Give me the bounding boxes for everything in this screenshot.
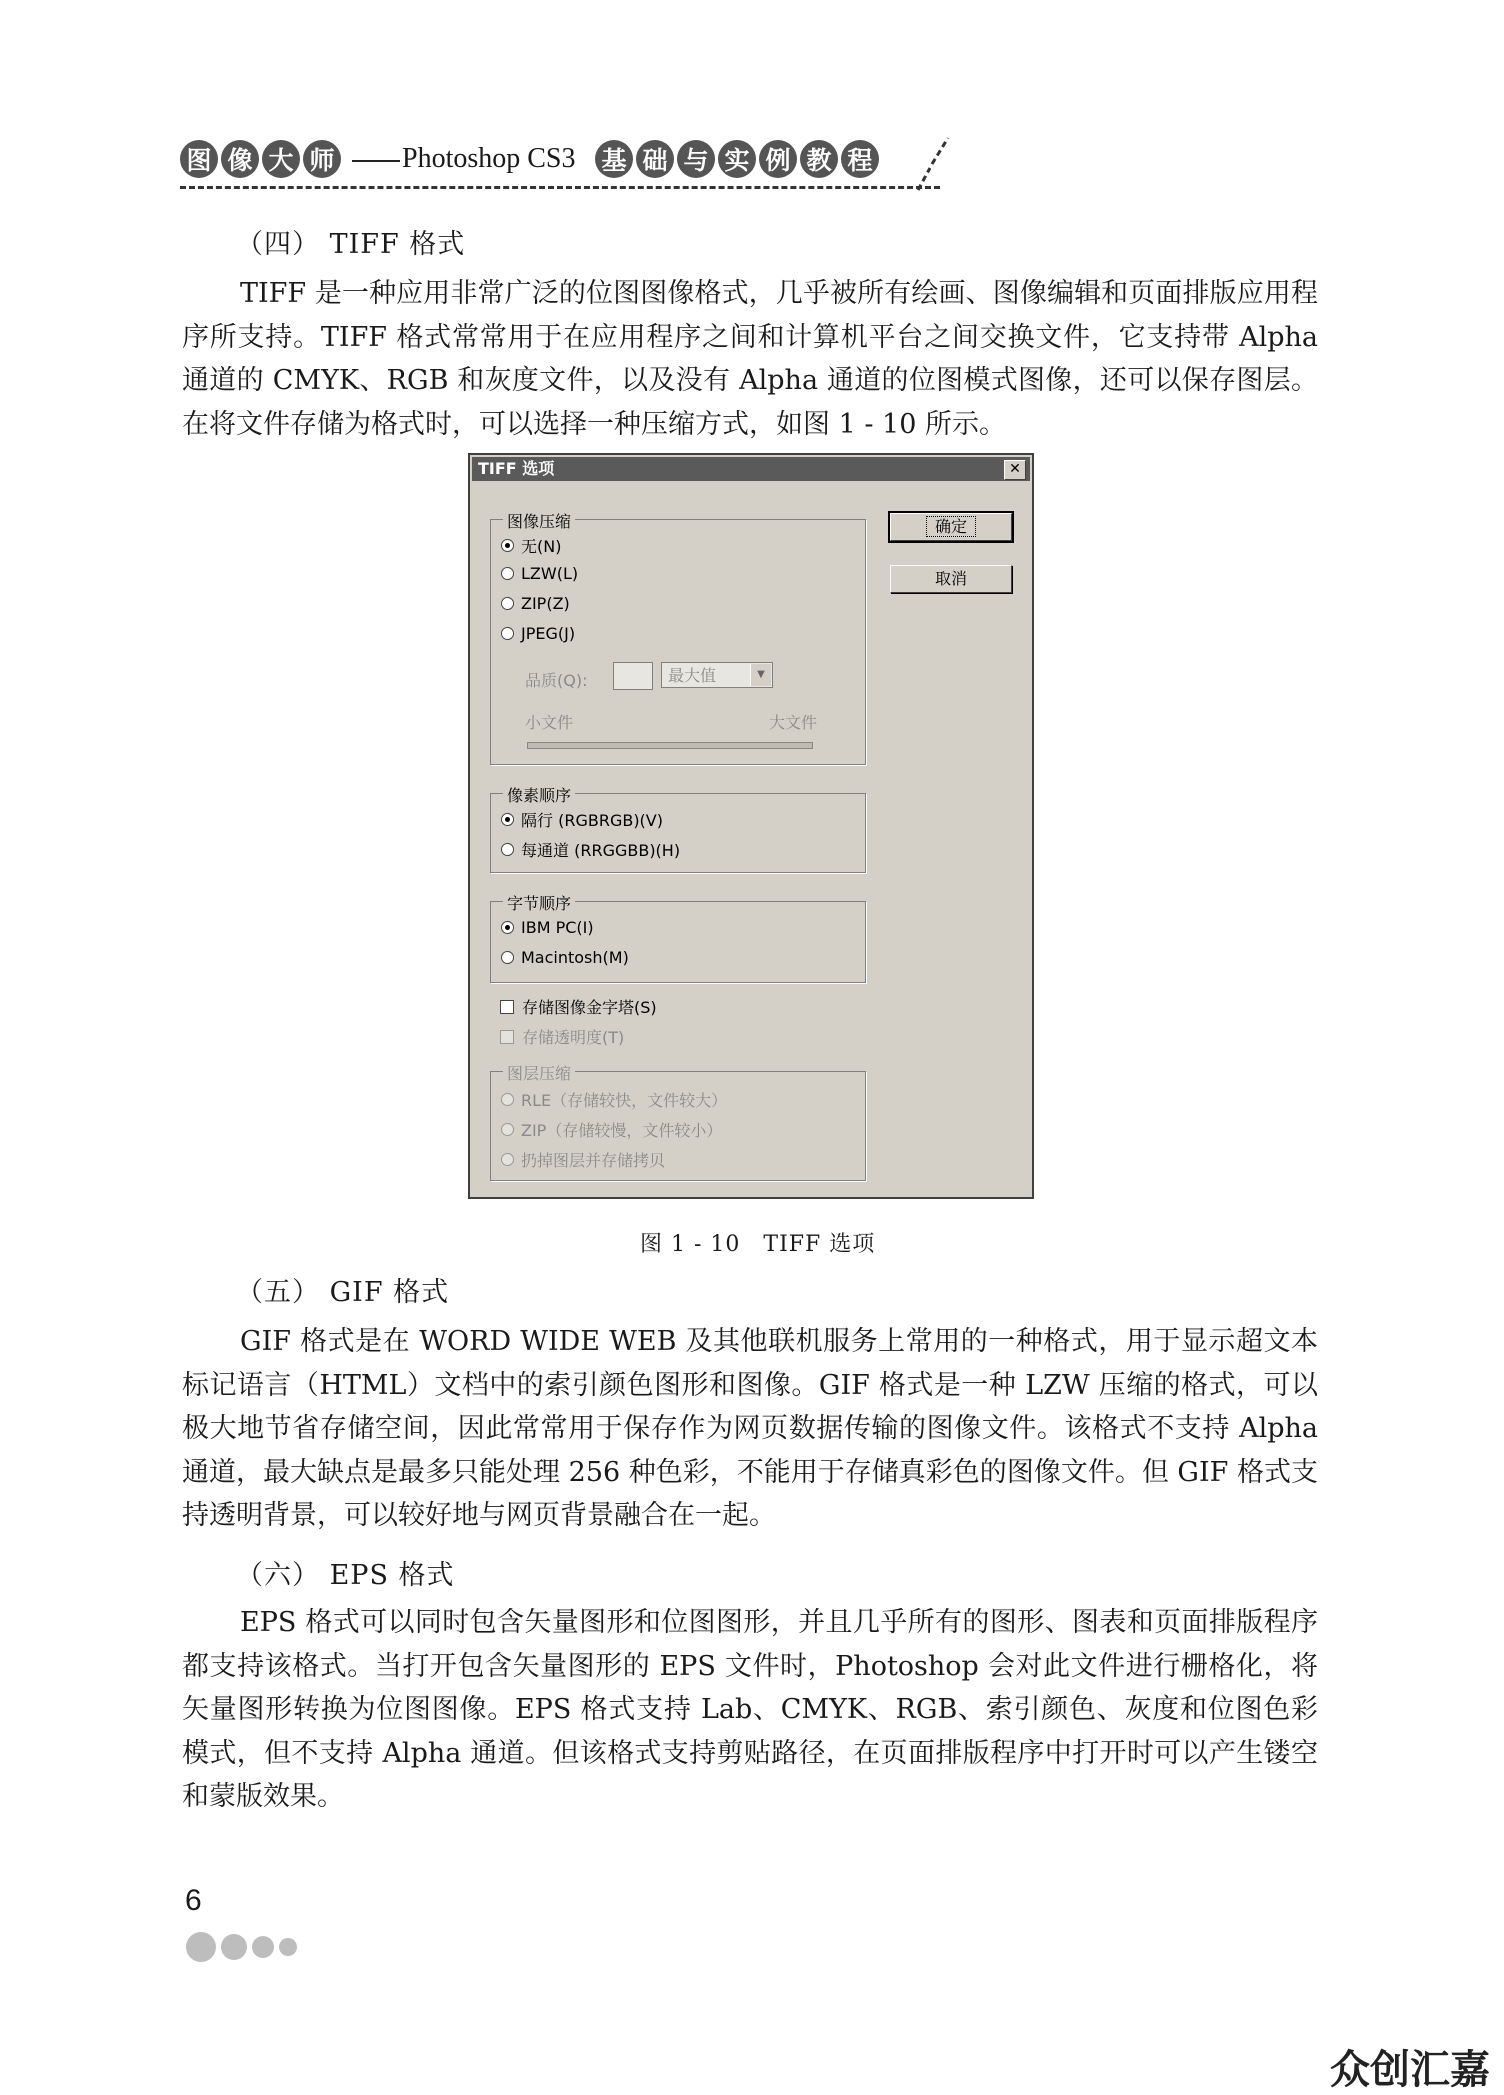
checkbox-icon: [500, 1000, 514, 1014]
radio-selected-icon: [501, 921, 514, 934]
radio-selected-icon: [501, 813, 514, 826]
series-title: [180, 140, 344, 178]
book-header: [180, 138, 940, 194]
radio-icon: [501, 567, 514, 580]
quality-slider[interactable]: [527, 742, 813, 749]
paragraph-tiff: TIFF 是一种应用非常广泛的位图图像格式，几乎被所有绘画、图像编辑和页面排版应用程序所支持。TIFF 格式常常用于在应用程序之间和计算机平台之间交换文件，它支持带 Alpha 通道的 CMYK、RGB 和灰度文件，以及没有 Alpha 通道的位图模式图像，还可以保存图层。在将文件存储为格式时，可以选择一种压缩方式，如图 1 - 10 所示。: [182, 278, 1318, 440]
radio-icon: [501, 1153, 514, 1166]
option-label: 无(N): [521, 537, 562, 556]
group-title: 像素顺序: [503, 783, 575, 806]
section-heading-gif: （五） GIF 格式: [236, 1277, 450, 1308]
group-title: 图层压缩: [503, 1061, 575, 1084]
subtitle-char: 教: [800, 140, 838, 178]
checkbox-icon: [500, 1030, 514, 1044]
watermark: 众创汇嘉: [1330, 2047, 1490, 2093]
group-title: 字节顺序: [503, 891, 575, 914]
option-label: ZIP（存储较慢，文件较小）: [521, 1121, 723, 1140]
large-file-label: 大文件: [769, 713, 818, 732]
radio-icon: [501, 627, 514, 640]
checkbox-label: 存储透明度(T): [522, 1028, 625, 1047]
ok-label: 确定: [926, 516, 976, 537]
subtitle-char: 与: [677, 140, 715, 178]
tiff-options-dialog: [468, 453, 1034, 1199]
checkbox-label: 存储图像金字塔(S): [522, 998, 657, 1017]
quality-label: 品质(Q):: [525, 671, 588, 690]
pixel-order-group: [490, 786, 866, 873]
paragraph-gif: GIF 格式是在 WORD WIDE WEB 及其他联机服务上常用的一种格式，用于显示超文本标记语言（HTML）文档中的索引颜色图形和图像。GIF 格式是一种 LZW 压缩的格式，可以极大地节省存储空间，因此常常用于保存作为网页数据传输的图像文件。该格式不支持 Alpha 通道，最大缺点是最多只能处理 256 种色彩，不能用于存储真彩色的图像文件。但 GIF 格式支持透明背景，可以较好地与网页背景融合在一起。: [182, 1326, 1318, 1531]
dot-decoration: [279, 1938, 297, 1956]
radio-per-channel[interactable]: [501, 838, 680, 861]
subtitle-char: 础: [636, 140, 674, 178]
radio-layer-rle[interactable]: [501, 1088, 727, 1111]
dialog-title: TIFF 选项: [478, 459, 555, 478]
header-dash: [352, 160, 400, 162]
dialog-titlebar: [472, 457, 1030, 481]
option-label: IBM PC(I): [521, 918, 594, 937]
radio-selected-icon: [501, 539, 514, 552]
header-underline: [180, 186, 940, 189]
dot-decoration: [252, 1936, 274, 1958]
slash-decoration-icon: [908, 134, 958, 194]
option-label: 扔掉图层并存储拷贝: [521, 1151, 666, 1170]
footer-dots-decoration: [186, 1932, 302, 1962]
series-char: 师: [303, 140, 341, 178]
quality-select-value: 最大值: [668, 666, 717, 685]
option-label: LZW(L): [521, 564, 579, 583]
radio-compression-jpeg[interactable]: [501, 624, 575, 643]
subtitle-char: 程: [841, 140, 879, 178]
page-number: 6: [185, 1884, 202, 1917]
figure-caption: 图 1 - 10 TIFF 选项: [640, 1232, 876, 1257]
radio-icon: [501, 1123, 514, 1136]
group-title: 图像压缩: [503, 509, 575, 532]
paragraph-eps: EPS 格式可以同时包含矢量图形和位图图形，并且几乎所有的图形、图表和页面排版程序都支持该格式。当打开包含矢量图形的 EPS 文件时，Photoshop 会对此文件进行栅格化，将矢量图形转换为位图图像。EPS 格式支持 Lab、CMYK、RGB、索引颜色、灰度和位图色彩模式，但不支持 Alpha 通道。但该格式支持剪贴路径，在页面排版程序中打开时可以产生镂空和蒙版效果。: [182, 1607, 1318, 1812]
radio-compression-lzw[interactable]: [501, 564, 578, 583]
option-label: JPEG(J): [521, 624, 576, 643]
radio-interleaved[interactable]: [501, 808, 663, 831]
radio-discard-layers[interactable]: [501, 1148, 665, 1171]
cancel-button[interactable]: [890, 565, 1012, 593]
small-file-label: 小文件: [525, 713, 574, 732]
close-icon[interactable]: ✕: [1004, 460, 1026, 480]
radio-icon: [501, 597, 514, 610]
radio-macintosh[interactable]: [501, 948, 629, 967]
chevron-down-icon: ▼: [750, 664, 771, 686]
book-title: Photoshop CS3: [402, 143, 576, 174]
section-heading-tiff: （四） TIFF 格式: [236, 229, 466, 260]
radio-icon: [501, 951, 514, 964]
book-subtitle: [595, 140, 882, 178]
radio-ibm-pc[interactable]: [501, 918, 594, 937]
section-heading-eps: （六） EPS 格式: [236, 1560, 455, 1591]
option-label: RLE（存储较快，文件较大）: [521, 1091, 728, 1110]
subtitle-char: 基: [595, 140, 633, 178]
radio-icon: [501, 843, 514, 856]
byte-order-group: [490, 894, 866, 983]
image-compression-group: [490, 512, 866, 765]
series-char: 图: [180, 140, 218, 178]
radio-compression-none[interactable]: [501, 534, 561, 557]
checkbox-save-transparency[interactable]: [500, 1025, 624, 1048]
option-label: 隔行 (RGBRGB)(V): [521, 811, 663, 830]
radio-layer-zip[interactable]: [501, 1118, 722, 1141]
option-label: ZIP(Z): [521, 594, 570, 613]
radio-compression-zip[interactable]: [501, 594, 570, 613]
cancel-label: 取消: [934, 569, 967, 588]
option-label: Macintosh(M): [521, 948, 629, 967]
subtitle-char: 例: [759, 140, 797, 178]
quality-select[interactable]: [661, 662, 773, 688]
series-char: 大: [262, 140, 300, 178]
ok-button[interactable]: [890, 513, 1012, 541]
layer-compression-group: [490, 1064, 866, 1181]
subtitle-char: 实: [718, 140, 756, 178]
radio-icon: [501, 1093, 514, 1106]
option-label: 每通道 (RRGGBB)(H): [521, 841, 681, 860]
dot-decoration: [221, 1934, 247, 1960]
series-char: 像: [221, 140, 259, 178]
checkbox-save-pyramid[interactable]: [500, 995, 657, 1018]
dot-decoration: [186, 1932, 216, 1962]
quality-input[interactable]: [613, 662, 653, 690]
